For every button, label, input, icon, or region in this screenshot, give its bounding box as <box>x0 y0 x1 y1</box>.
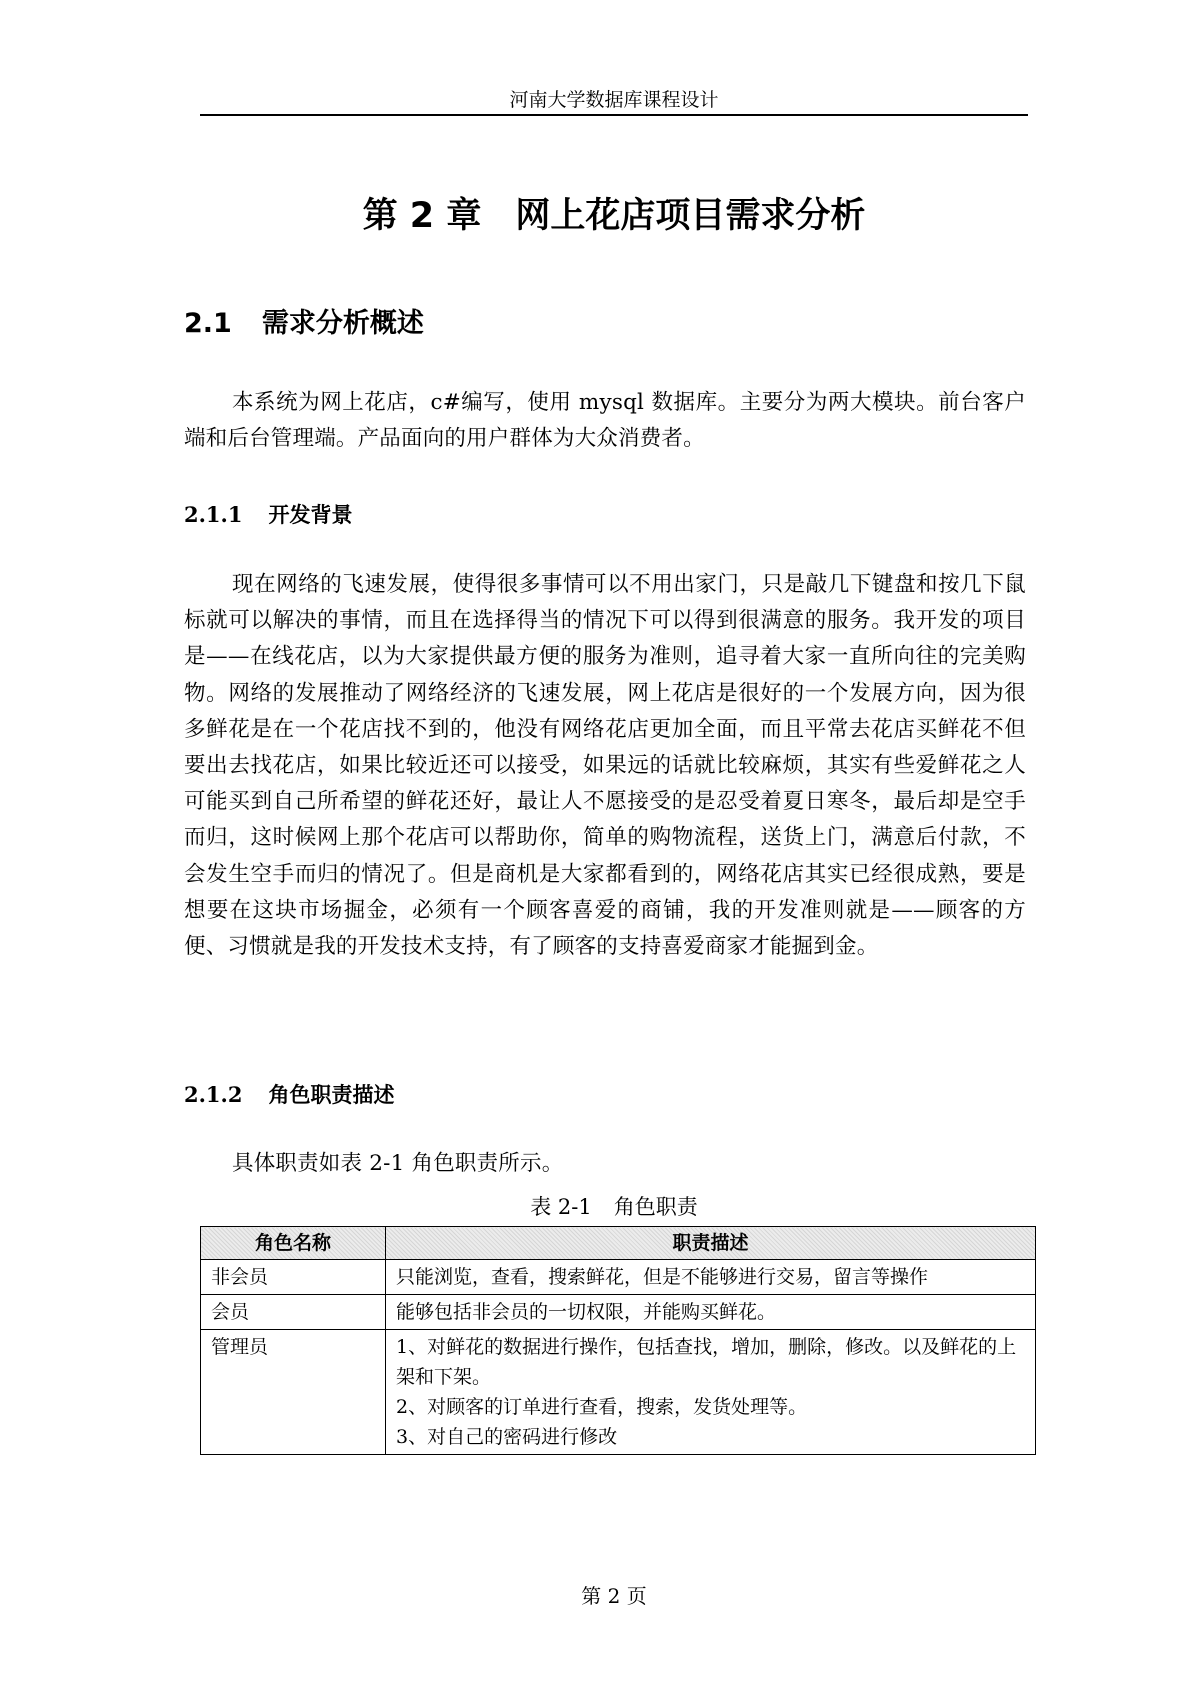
subsection-title: 开发背景 <box>268 502 353 527</box>
section-number: 2.1 <box>184 308 232 339</box>
subsection-number: 2.1.2 <box>184 1082 243 1107</box>
overview-paragraph: 本系统为网上花店，c#编写，使用 mysql 数据库。主要分为两大模块。前台客户端和后台管理端。产品面向的用户群体为大众消费者。 <box>184 390 1026 452</box>
subsection-number: 2.1.1 <box>184 502 243 527</box>
table-row <box>201 1260 1036 1295</box>
subsection-heading-2-1-2 <box>184 1080 394 1110</box>
table-caption-title: 角色职责 <box>613 1195 698 1219</box>
table-caption-number: 表 2-1 <box>530 1195 592 1219</box>
duty-line: 2、对顾客的订单进行查看，搜索，发货处理等。 <box>396 1396 808 1418</box>
chapter-title: 网上花店项目需求分析 <box>515 196 866 236</box>
roles-intro-paragraph: 具体职责如表 2-1 角色职责所示。 <box>232 1151 564 1176</box>
page-number: 第 2 页 <box>581 1584 647 1608</box>
role-cell: 会员 <box>201 1295 386 1330</box>
role-duty-table <box>200 1226 1036 1455</box>
duty-cell <box>386 1260 1036 1295</box>
header-title: 河南大学数据库课程设计 <box>509 89 719 111</box>
subsection-heading-2-1-1 <box>184 500 352 530</box>
duty-cell <box>386 1330 1036 1455</box>
header-divider <box>200 114 1028 116</box>
table-header-row <box>201 1227 1036 1260</box>
table-row <box>201 1330 1036 1455</box>
duty-line: 只能浏览，查看，搜索鲜花，但是不能够进行交易，留言等操作 <box>396 1266 929 1288</box>
duty-cell <box>386 1295 1036 1330</box>
section-heading-2-1 <box>184 304 424 344</box>
role-cell: 非会员 <box>201 1260 386 1295</box>
subsection-title: 角色职责描述 <box>268 1082 395 1107</box>
chapter-heading <box>200 192 1028 240</box>
role-cell: 管理员 <box>201 1330 386 1455</box>
table-header-role: 角色名称 <box>201 1227 386 1260</box>
duty-line: 1、对鲜花的数据进行操作，包括查找，增加，删除，修改。以及鲜花的上架和下架。 <box>396 1336 1017 1388</box>
chapter-number: 第 2 章 <box>362 196 482 236</box>
duty-line: 3、对自己的密码进行修改 <box>396 1426 618 1448</box>
section-title: 需求分析概述 <box>261 308 424 339</box>
table-caption <box>200 1192 1028 1222</box>
duty-line: 能够包括非会员的一切权限，并能购买鲜花。 <box>396 1301 777 1323</box>
table-header-duty: 职责描述 <box>386 1227 1036 1260</box>
table-row <box>201 1295 1036 1330</box>
background-paragraph: 现在网络的飞速发展，使得很多事情可以不用出家门，只是敲几下键盘和按几下鼠标就可以解决的事情，而且在选择得当的情况下可以得到很满意的服务。我开发的项目是——在线花店，以为大家提供最方便的服务为准则，追寻着大家一直所向往的完美购物。网络的发展推动了网络经济的飞速发展，网上花店是很好的一个发展方向，因为很多鲜花是在一个花店找不到的，他没有网络花店更加全面，而且平常去花店买鲜花不但要出去找花店，如果比较近还可以接受，如果远的话就比较麻烦，其实有些爱鲜花之人可能买到自己所希望的鲜花还好，最让人不愿接受的是忍受着夏日寒冬，最后却是空手而归，这时候网上那个花店可以帮助你，简单的购物流程，送货上门，满意后付款，不会发生空手而归的情况了。但是商机是大家都看到的，网络花店其实已经很成熟，要是想要在这块市场掘金，必须有一个顾客喜爱的商铺，我的开发准则就是——顾客的方便、习惯就是我的开发技术支持，有了顾客的支持喜爱商家才能掘到金。 <box>184 572 1026 960</box>
